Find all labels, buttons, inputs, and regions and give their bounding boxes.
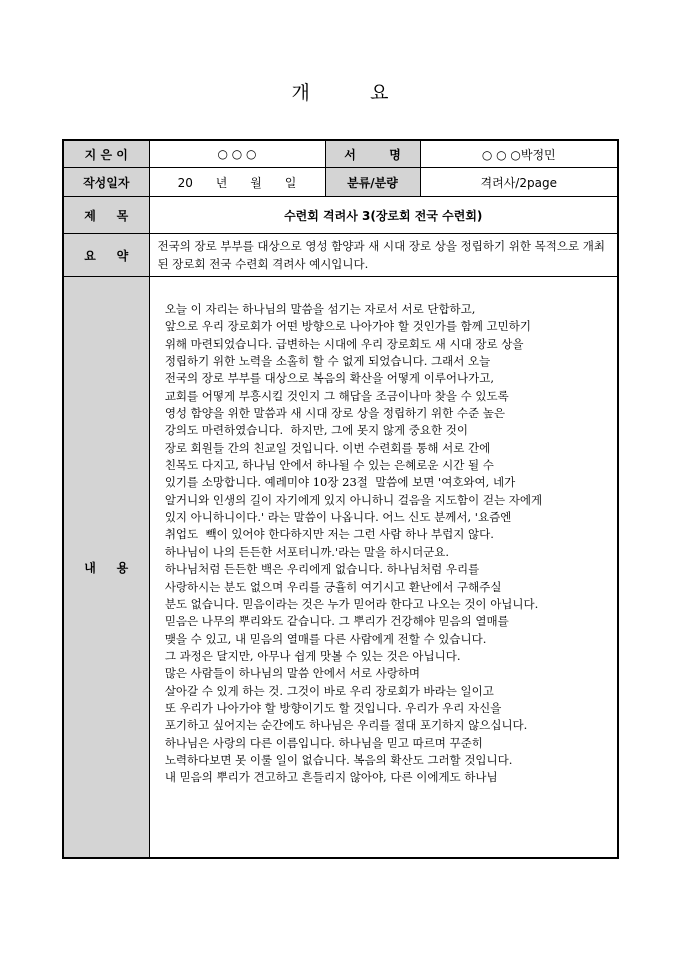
author-value: ○ ○ ○ [149,140,325,168]
content-line: 분도 없습니다. 믿음이라는 것은 누가 믿어라 한다고 나오는 것이 아닙니다. [157,596,539,611]
content-line: 많은 사람들이 하나님의 말씀 안에서 서로 사랑하며 [157,666,421,681]
content-line: 있기를 소망합니다. 예레미야 10장 23절 말씀에 보면 '여호와여, 네가 [157,475,516,490]
document-title: 개 요 [291,82,389,104]
summary-value: 전국의 장로 부부를 대상으로 영성 함양과 새 시대 장로 상을 정립하기 위한 목적으로 개최된 장로회 전국 수련회 격려사 예시입니다. [157,239,605,271]
content-line: 알거니와 인생의 길이 자기에게 있지 아니하니 걸음을 지도함이 걷는 자에게 [157,492,543,507]
content-line: 장로 회원들 간의 친교일 것입니다. 이번 수련회를 통해 서로 간에 [157,440,491,455]
content-line: 영성 함양을 위한 말씀과 새 시대 장로 상을 정립하기 위한 수준 높은 [157,406,505,421]
content-line: 맺을 수 있고, 내 믿음의 열매를 다른 사람에게 전할 수 있습니다. [157,631,487,646]
content-line: 교회를 어떻게 부흥시킬 것인지 그 해답을 조금이나마 찾을 수 있도록 [157,388,509,403]
content-line: 앞으로 우리 장로회가 어떤 방향으로 나아가야 할 것인가를 함께 고민하기 [157,319,531,334]
date-value: 20 년 월 일 [149,168,325,197]
content-line: 그 과정은 달지만, 아무나 쉽게 맛볼 수 있는 것은 아닙니다. [157,648,461,663]
summary-cell [149,234,618,277]
content-line: 사랑하시는 분도 없으며 우리를 긍휼히 여기시고 환난에서 구해주실 [157,579,502,594]
content-line: 하나님은 사랑의 다른 이름입니다. 하나님을 믿고 따르며 꾸준히 [157,735,483,750]
content-line: 살아갈 수 있게 하는 것. 그것이 바로 우리 장로회가 바라는 일이고 [157,683,494,698]
content-cell [149,277,618,859]
content-line: 내 믿음의 뿌리가 견고하고 흔들리지 않아야, 다른 이에게도 하나님 [157,770,498,785]
content-line: 또 우리가 나아가야 할 방향이기도 할 것입니다. 우리가 우리 자신을 [157,700,502,715]
content-line: 믿음은 나무의 뿌리와도 같습니다. 그 뿌리가 건강해야 믿음의 열매를 [157,614,509,629]
title-value: 수련회 격려사 3(장로회 전국 수련회) [149,197,618,234]
title-row [63,197,618,234]
title-label: 제 목 [63,197,149,234]
content-line: 노력하다보면 못 이룰 일이 없습니다. 복음의 확산도 그러할 것입니다. [157,752,513,767]
content-line: 포기하고 싶어지는 순간에도 하나님은 우리를 절대 포기하지 않으십니다. [157,718,528,733]
content-row [63,277,618,859]
category-label: 분류/분량 [325,168,420,197]
content-line: 정립하기 위한 노력을 소홀히 할 수 없게 되었습니다. 그래서 오늘 [157,354,491,369]
content-line: 하나님이 나의 든든한 서포터니까.'라는 말을 하시더군요. [157,544,450,559]
date-row [63,168,618,197]
author-row [63,140,618,168]
content-label: 내 용 [63,277,149,859]
summary-label: 요 약 [63,234,149,277]
content-line: 취업도 빽이 있어야 한다하지만 저는 그런 사람 하나 부럽지 않다. [157,527,494,542]
author-label: 지 은 이 [63,140,149,168]
content-line: 위해 마련되었습니다. 급변하는 시대에 우리 장로회도 새 시대 장로 상을 [157,336,524,351]
content-body [150,277,618,787]
category-value: 격려사/2page [420,168,618,197]
summary-row [63,234,618,277]
sign-label: 서 명 [325,140,420,168]
content-line: 오늘 이 자리는 하나님의 말씀을 섬기는 자로서 서로 단합하고, [157,302,476,316]
overview-form [62,139,619,859]
content-line: 강의도 마련하였습니다. 하지만, 그에 못지 않게 중요한 것이 [157,423,468,438]
date-label: 작성일자 [63,168,149,197]
sign-value: ○ ○ ○박정민 [420,140,618,168]
content-line: 있지 아니하니이다.' 라는 말씀이 나옵니다. 어느 신도 분께서, '요즘엔 [157,510,512,525]
content-line: 전국의 장로 부부를 대상으로 복음의 확산을 어떻게 이루어나가고, [157,371,494,386]
content-line: 하나님처럼 든든한 백은 우리에게 없습니다. 하나님처럼 우리를 [157,562,480,577]
content-line: 친목도 다지고, 하나님 안에서 하나될 수 있는 은혜로운 시간 될 수 [157,458,494,473]
